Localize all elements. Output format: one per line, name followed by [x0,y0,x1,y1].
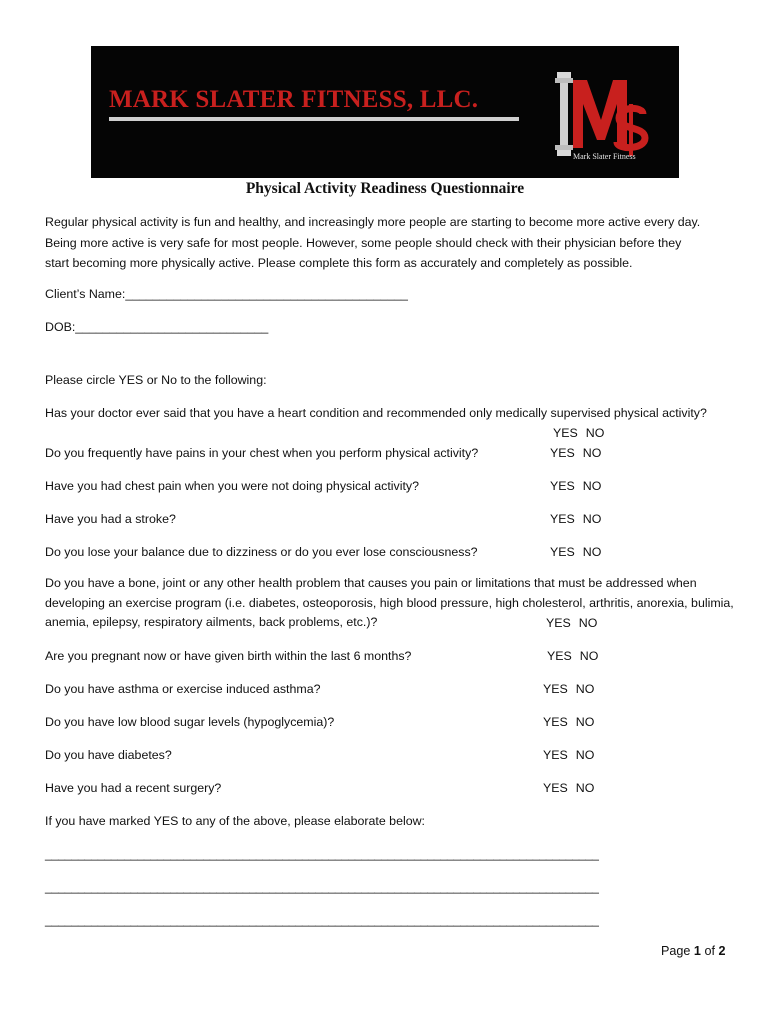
brand-underline [109,117,519,121]
yes-option[interactable]: YES [543,748,568,762]
yes-option[interactable]: YES [543,781,568,795]
page-current: 1 [693,944,701,958]
question-stroke: Have you had a stroke? [45,512,176,526]
yes-option[interactable]: YES [547,649,572,663]
answer-options[interactable] [546,616,597,630]
no-option[interactable]: NO [582,545,602,559]
question-line: Do you have a bone, joint or any other health problem that causes you pain or limitations that must be addressed when [45,576,697,590]
no-option[interactable]: NO [575,682,595,696]
question-heart-condition: Has your doctor ever said that you have a heart condition and recommended only medically supervised physical activity? [45,406,707,420]
no-option[interactable]: NO [579,649,599,663]
page-total: 2 [718,944,726,958]
logo-caption: Mark Slater Fitness [573,152,636,161]
no-option[interactable]: NO [582,446,602,460]
page-number [661,944,725,958]
yes-option[interactable]: YES [546,616,571,630]
no-option[interactable]: NO [575,781,595,795]
question-line: developing an exercise program (i.e. diabetes, osteoporosis, high blood pressure, high cholesterol, arthritis, anorexia, bulimia, [45,595,734,610]
question-line: anemia, epilepsy, respiratory ailments, back problems, etc.)? [45,615,378,629]
of-word: of [704,944,715,958]
question-health-problem [45,574,735,633]
yes-option[interactable]: YES [550,479,575,493]
question-hypoglycemia: Do you have low blood sugar levels (hypoglycemia)? [45,715,335,729]
header-banner [91,46,679,178]
yes-option[interactable]: YES [543,682,568,696]
no-option[interactable]: NO [582,512,602,526]
no-option[interactable]: NO [582,479,602,493]
answer-options[interactable] [547,649,598,663]
answer-options[interactable] [550,446,601,460]
question-surgery: Have you had a recent surgery? [45,781,222,795]
instruction-text: Please circle YES or No to the following: [45,373,267,387]
intro-paragraph [45,212,745,274]
page-word: Page [661,944,691,958]
answer-options[interactable] [553,426,604,440]
question-chest-pain-activity: Do you frequently have pains in your chest when you perform physical activity? [45,446,479,460]
elaborate-line[interactable]: ____________________________________________________________________________________ [45,913,599,927]
no-option[interactable]: NO [575,715,595,729]
elaborate-line[interactable]: ____________________________________________________________________________________ [45,847,599,861]
answer-options[interactable] [550,545,601,559]
dob-field[interactable]: DOB:____________________________ [45,320,269,334]
no-option[interactable]: NO [575,748,595,762]
elaborate-line[interactable]: ____________________________________________________________________________________ [45,880,599,894]
intro-line: Regular physical activity is fun and healthy, and increasingly more people are starting to become more active every day. [45,215,701,229]
question-asthma: Do you have asthma or exercise induced asthma? [45,682,321,696]
yes-option[interactable]: YES [550,545,575,559]
answer-options[interactable] [543,715,594,729]
yes-option[interactable]: YES [550,446,575,460]
intro-line: start becoming more physically active. Please complete this form as accurately and completely as possible. [45,256,633,270]
question-dizziness: Do you lose your balance due to dizziness or do you ever lose consciousness? [45,545,478,559]
yes-option[interactable]: YES [553,426,578,440]
page-title: Physical Activity Readiness Questionnaire [245,180,525,197]
no-option[interactable]: NO [585,426,605,440]
answer-options[interactable] [543,748,594,762]
question-chest-pain-rest: Have you had chest pain when you were not doing physical activity? [45,479,420,493]
answer-options[interactable] [550,512,601,526]
no-option[interactable]: NO [578,616,598,630]
yes-option[interactable]: YES [543,715,568,729]
elaborate-prompt: If you have marked YES to any of the above, please elaborate below: [45,814,425,828]
question-diabetes: Do you have diabetes? [45,748,172,762]
yes-option[interactable]: YES [550,512,575,526]
answer-options[interactable] [543,682,594,696]
answer-options[interactable] [543,781,594,795]
company-name: MARK SLATER FITNESS, LLC. [109,86,479,113]
intro-line: Being more active is very safe for most people. However, some people should check with their physician before they [45,235,682,250]
question-pregnant: Are you pregnant now or have given birth within the last 6 months? [45,649,412,663]
client-name-field[interactable]: Client’s Name:_________________________________________ [45,287,408,301]
answer-options[interactable] [550,479,601,493]
